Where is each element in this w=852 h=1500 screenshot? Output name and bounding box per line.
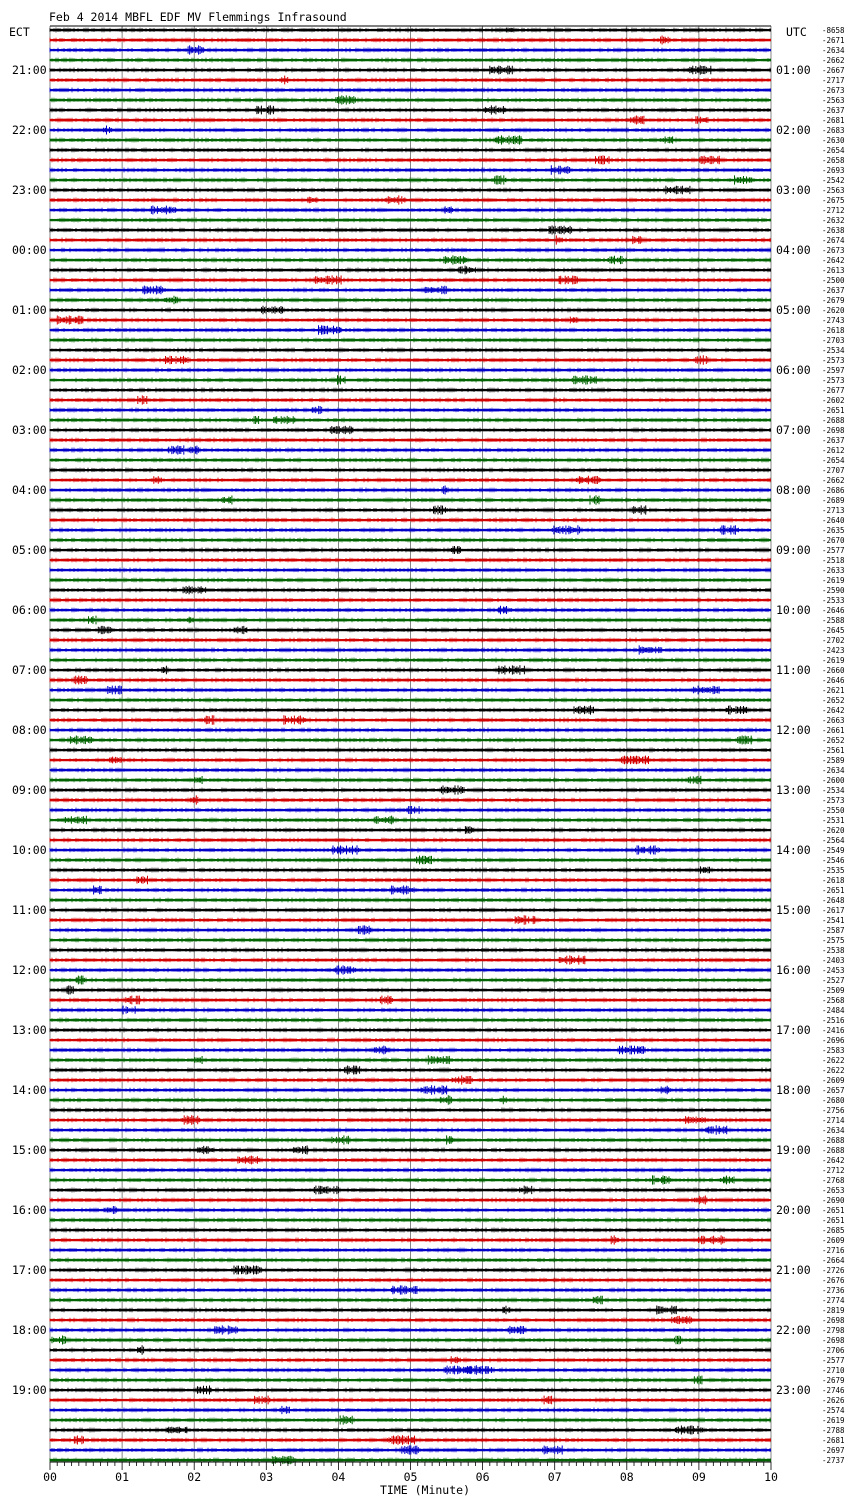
row-value-label: -2696 <box>822 1036 845 1045</box>
row-value-label: -2652 <box>822 696 845 705</box>
left-hour-label: 13:00 <box>12 1023 47 1037</box>
row-value-label: -2693 <box>822 166 845 175</box>
x-tick-label: 00 <box>43 1470 57 1484</box>
row-value-label: -2500 <box>822 276 845 285</box>
left-axis-label: ECT <box>9 25 30 39</box>
row-value-label: -2620 <box>822 306 845 315</box>
row-value-label: -2756 <box>822 1106 845 1115</box>
right-hour-label: 14:00 <box>776 843 811 857</box>
right-hour-label: 09:00 <box>776 543 811 557</box>
row-value-label: -2619 <box>822 1416 845 1425</box>
row-value-label: -2688 <box>822 1136 845 1145</box>
x-tick-label: 09 <box>691 1470 706 1484</box>
row-value-label: -2642 <box>822 706 845 715</box>
row-value-labels <box>822 26 845 1465</box>
row-value-label: -2622 <box>822 1056 845 1065</box>
row-value-label: -2637 <box>822 436 845 445</box>
row-value-label: -2589 <box>822 756 845 765</box>
row-value-label: -2619 <box>822 576 845 585</box>
left-hour-labels <box>12 63 47 1397</box>
row-value-label: -2587 <box>822 926 845 935</box>
row-value-label: -2612 <box>822 446 845 455</box>
row-value-label: -2645 <box>822 626 845 635</box>
right-hour-label: 18:00 <box>776 1083 811 1097</box>
row-value-label: -2679 <box>822 1376 845 1385</box>
row-value-label: -2638 <box>822 226 845 235</box>
left-hour-label: 18:00 <box>12 1323 47 1337</box>
left-hour-label: 16:00 <box>12 1203 47 1217</box>
row-value-label: -2736 <box>822 1286 845 1295</box>
row-value-label: -2484 <box>822 1006 845 1015</box>
row-value-label: -2675 <box>822 196 845 205</box>
row-value-label: -2575 <box>822 936 845 945</box>
row-value-label: -2561 <box>822 746 845 755</box>
left-hour-label: 02:00 <box>12 363 47 377</box>
x-tick-label: 01 <box>115 1470 130 1484</box>
row-value-label: -2798 <box>822 1326 845 1335</box>
row-value-label: -2688 <box>822 1146 845 1155</box>
row-value-label: -2403 <box>822 956 845 965</box>
row-value-label: -2630 <box>822 136 845 145</box>
right-hour-label: 08:00 <box>776 483 811 497</box>
right-hour-label: 01:00 <box>776 63 811 77</box>
row-value-label: -2542 <box>822 176 845 185</box>
row-value-label: -2613 <box>822 266 845 275</box>
row-value-label: -2686 <box>822 486 845 495</box>
trace-row <box>50 1445 771 1454</box>
chart-title: Feb 4 2014 MBFL EDF MV Flemmings Infrasound <box>49 10 347 24</box>
row-value-label: -2690 <box>822 1196 845 1205</box>
row-value-label: -2706 <box>822 1346 845 1355</box>
row-value-label: -2714 <box>822 1116 845 1125</box>
row-value-label: -2662 <box>822 56 845 65</box>
x-tick-label: 02 <box>187 1470 202 1484</box>
row-value-label: -2609 <box>822 1236 845 1245</box>
row-value-label: -2617 <box>822 906 845 915</box>
right-hour-label: 07:00 <box>776 423 811 437</box>
row-value-label: -2509 <box>822 986 845 995</box>
row-value-label: -2679 <box>822 296 845 305</box>
row-value-label: -2670 <box>822 536 845 545</box>
row-value-label: -2726 <box>822 1266 845 1275</box>
row-value-label: -2673 <box>822 86 845 95</box>
row-value-label: -2634 <box>822 46 845 55</box>
trace-row <box>50 806 771 814</box>
row-value-label: -2635 <box>822 526 845 535</box>
row-value-label: -2680 <box>822 1096 845 1105</box>
left-hour-label: 04:00 <box>12 483 47 497</box>
left-hour-label: 08:00 <box>12 723 47 737</box>
left-hour-label: 22:00 <box>12 123 47 137</box>
row-value-label: -2453 <box>822 966 845 975</box>
left-hour-label: 00:00 <box>12 243 47 257</box>
row-value-label: -2658 <box>822 156 845 165</box>
right-hour-label: 11:00 <box>776 663 811 677</box>
x-tick-label: 05 <box>403 1470 418 1484</box>
row-value-label: -2573 <box>822 796 845 805</box>
left-hour-label: 05:00 <box>12 543 47 557</box>
row-value-label: -2661 <box>822 726 845 735</box>
row-value-label: -2710 <box>822 1366 845 1375</box>
row-value-label: -2533 <box>822 596 845 605</box>
row-value-label: -2541 <box>822 916 845 925</box>
row-value-label: -2746 <box>822 1386 845 1395</box>
left-hour-label: 17:00 <box>12 1263 47 1277</box>
right-hour-labels <box>776 63 811 1397</box>
row-value-label: -2646 <box>822 606 845 615</box>
row-value-label: -2681 <box>822 1436 845 1445</box>
row-value-label: -2563 <box>822 96 845 105</box>
row-value-label: -2703 <box>822 336 845 345</box>
right-hour-label: 17:00 <box>776 1023 811 1037</box>
left-hour-label: 21:00 <box>12 63 47 77</box>
x-tick-label: 06 <box>475 1470 490 1484</box>
row-value-label: -2634 <box>822 766 845 775</box>
row-value-label: -2550 <box>822 806 845 815</box>
row-value-label: -2698 <box>822 1336 845 1345</box>
row-value-label: -2651 <box>822 1206 845 1215</box>
row-value-label: -2577 <box>822 546 845 555</box>
row-value-label: -2538 <box>822 946 845 955</box>
row-value-label: -2677 <box>822 386 845 395</box>
row-value-label: -2697 <box>822 1446 845 1455</box>
row-value-label: -2651 <box>822 406 845 415</box>
row-value-label: -2590 <box>822 586 845 595</box>
left-hour-label: 03:00 <box>12 423 47 437</box>
row-value-label: -2516 <box>822 1016 845 1025</box>
x-axis-label: TIME (Minute) <box>379 1483 471 1497</box>
x-axis <box>43 1462 778 1484</box>
right-hour-label: 06:00 <box>776 363 811 377</box>
row-value-label: -2620 <box>822 826 845 835</box>
x-tick-label: 04 <box>331 1470 346 1484</box>
row-value-label: -2768 <box>822 1176 845 1185</box>
row-value-label: -2717 <box>822 76 845 85</box>
row-value-label: -2698 <box>822 426 845 435</box>
right-hour-label: 12:00 <box>776 723 811 737</box>
right-hour-label: 21:00 <box>776 1263 811 1277</box>
row-value-label: -2573 <box>822 356 845 365</box>
row-value-label: -2632 <box>822 216 845 225</box>
row-value-label: -2416 <box>822 1026 845 1035</box>
row-value-label: -2683 <box>822 126 845 135</box>
row-value-label: -2651 <box>822 886 845 895</box>
left-hour-label: 11:00 <box>12 903 47 917</box>
row-value-label: -2663 <box>822 716 845 725</box>
row-value-label: -2712 <box>822 1166 845 1175</box>
row-value-label: -2648 <box>822 896 845 905</box>
row-value-label: -2640 <box>822 516 845 525</box>
row-value-label: -8658 <box>822 26 845 35</box>
row-value-label: -2681 <box>822 116 845 125</box>
row-value-label: -2642 <box>822 256 845 265</box>
row-value-label: -2621 <box>822 686 845 695</box>
right-hour-label: 10:00 <box>776 603 811 617</box>
row-value-label: -2702 <box>822 636 845 645</box>
row-value-label: -2597 <box>822 366 845 375</box>
row-value-label: -2737 <box>822 1456 845 1465</box>
row-value-label: -2563 <box>822 186 845 195</box>
left-hour-label: 15:00 <box>12 1143 47 1157</box>
row-value-label: -2637 <box>822 286 845 295</box>
row-value-label: -2583 <box>822 1046 845 1055</box>
row-value-label: -2535 <box>822 866 845 875</box>
row-value-label: -2646 <box>822 676 845 685</box>
left-hour-label: 01:00 <box>12 303 47 317</box>
row-value-label: -2633 <box>822 566 845 575</box>
right-hour-label: 13:00 <box>776 783 811 797</box>
row-value-label: -2622 <box>822 1066 845 1075</box>
right-hour-label: 02:00 <box>776 123 811 137</box>
row-value-label: -2819 <box>822 1306 845 1315</box>
right-hour-label: 03:00 <box>776 183 811 197</box>
row-value-label: -2660 <box>822 666 845 675</box>
left-hour-label: 07:00 <box>12 663 47 677</box>
row-value-label: -2688 <box>822 416 845 425</box>
row-value-label: -2652 <box>822 736 845 745</box>
row-value-label: -2549 <box>822 846 845 855</box>
x-tick-label: 07 <box>547 1470 562 1484</box>
row-value-label: -2637 <box>822 106 845 115</box>
right-axis-label: UTC <box>786 25 807 39</box>
row-value-label: -2667 <box>822 66 845 75</box>
x-tick-label: 08 <box>619 1470 634 1484</box>
row-value-label: -2743 <box>822 316 845 325</box>
row-value-label: -2619 <box>822 656 845 665</box>
left-hour-label: 19:00 <box>12 1383 47 1397</box>
row-value-label: -2676 <box>822 1276 845 1285</box>
right-hour-label: 05:00 <box>776 303 811 317</box>
row-value-label: -2518 <box>822 556 845 565</box>
row-value-label: -2573 <box>822 376 845 385</box>
row-value-label: -2698 <box>822 1316 845 1325</box>
row-value-label: -2618 <box>822 876 845 885</box>
row-value-label: -2788 <box>822 1426 845 1435</box>
row-value-label: -2609 <box>822 1076 845 1085</box>
row-value-label: -2657 <box>822 1086 845 1095</box>
row-value-label: -2651 <box>822 1216 845 1225</box>
right-hour-label: 19:00 <box>776 1143 811 1157</box>
row-value-label: -2574 <box>822 1406 845 1415</box>
row-value-label: -2662 <box>822 476 845 485</box>
row-value-label: -2564 <box>822 836 845 845</box>
row-value-label: -2707 <box>822 466 845 475</box>
row-value-label: -2577 <box>822 1356 845 1365</box>
row-value-label: -2671 <box>822 36 845 45</box>
row-value-label: -2653 <box>822 1186 845 1195</box>
row-value-label: -2546 <box>822 856 845 865</box>
row-value-label: -2685 <box>822 1226 845 1235</box>
row-value-label: -2654 <box>822 456 845 465</box>
row-value-label: -2654 <box>822 146 845 155</box>
left-hour-label: 10:00 <box>12 843 47 857</box>
row-value-label: -2626 <box>822 1396 845 1405</box>
row-value-label: -2618 <box>822 326 845 335</box>
row-value-label: -2602 <box>822 396 845 405</box>
row-value-label: -2713 <box>822 506 845 515</box>
right-hour-label: 15:00 <box>776 903 811 917</box>
row-value-label: -2716 <box>822 1246 845 1255</box>
row-value-label: -2534 <box>822 786 845 795</box>
left-hour-label: 06:00 <box>12 603 47 617</box>
row-value-label: -2568 <box>822 996 845 1005</box>
left-hour-label: 09:00 <box>12 783 47 797</box>
right-hour-label: 16:00 <box>776 963 811 977</box>
left-hour-label: 23:00 <box>12 183 47 197</box>
row-value-label: -2423 <box>822 646 845 655</box>
row-value-label: -2674 <box>822 236 845 245</box>
row-value-label: -2534 <box>822 346 845 355</box>
right-hour-label: 22:00 <box>776 1323 811 1337</box>
row-value-label: -2774 <box>822 1296 845 1305</box>
row-value-label: -2664 <box>822 1256 845 1265</box>
row-value-label: -2673 <box>822 246 845 255</box>
row-value-label: -2600 <box>822 776 845 785</box>
x-tick-label: 10 <box>764 1470 778 1484</box>
row-value-label: -2712 <box>822 206 845 215</box>
x-tick-label: 03 <box>259 1470 274 1484</box>
right-hour-label: 04:00 <box>776 243 811 257</box>
row-value-label: -2531 <box>822 816 845 825</box>
row-value-label: -2588 <box>822 616 845 625</box>
right-hour-label: 23:00 <box>776 1383 811 1397</box>
row-value-label: -2689 <box>822 496 845 505</box>
left-hour-label: 12:00 <box>12 963 47 977</box>
left-hour-label: 14:00 <box>12 1083 47 1097</box>
row-value-label: -2527 <box>822 976 845 985</box>
row-value-label: -2642 <box>822 1156 845 1165</box>
row-value-label: -2634 <box>822 1126 845 1135</box>
right-hour-label: 20:00 <box>776 1203 811 1217</box>
